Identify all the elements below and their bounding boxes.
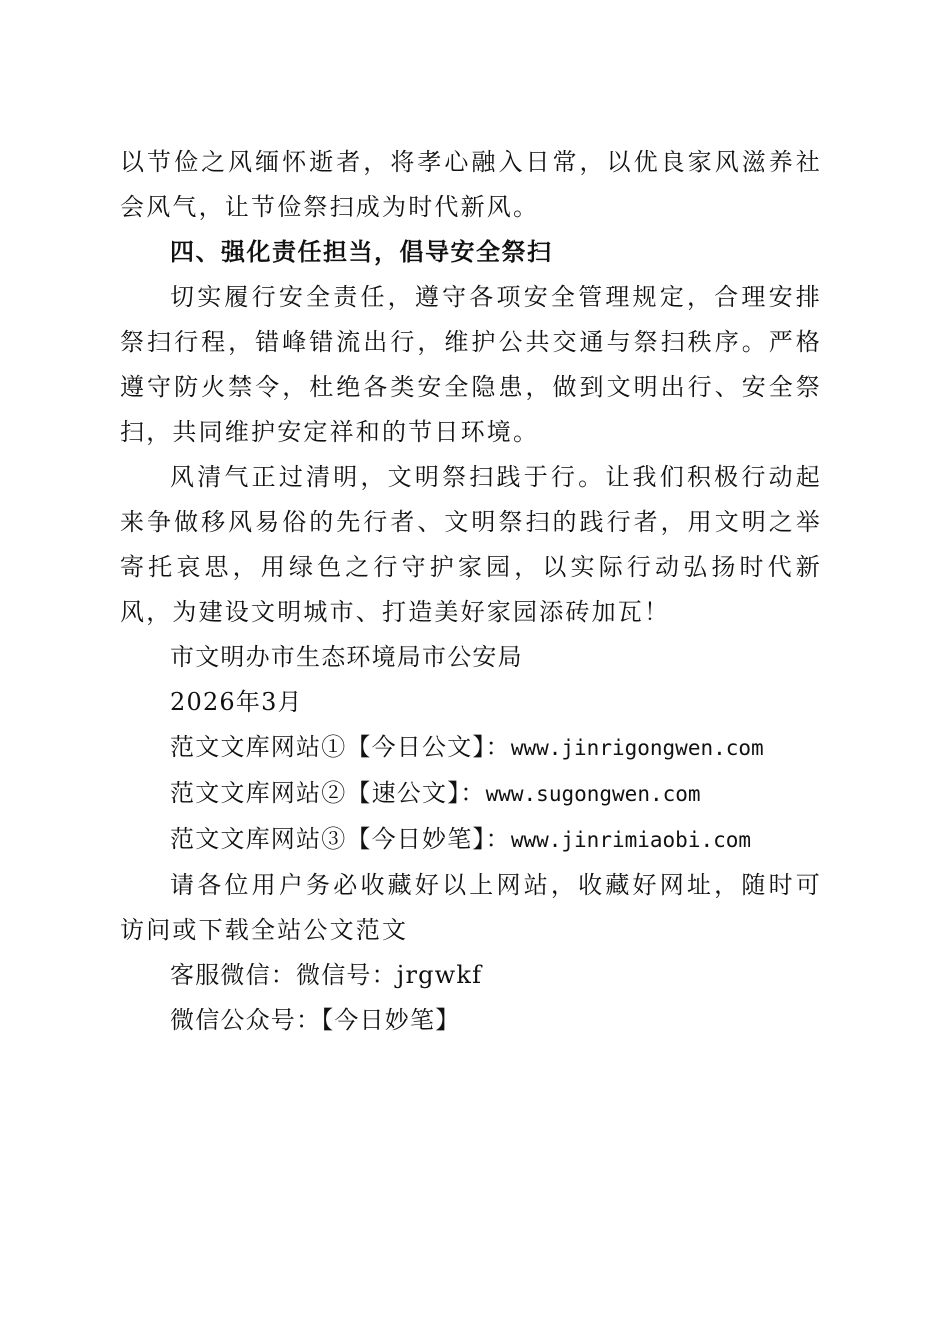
site-link-1[interactable]: [120, 725, 822, 771]
site-link-1-label: 范文文库网站①【今日公文】：: [170, 733, 511, 761]
document-body: [120, 140, 822, 1043]
signature: 市文明办市生态环境局市公安局: [170, 643, 523, 671]
wechat-public-account: 微信公众号：【今日妙笔】: [170, 1006, 461, 1034]
paragraph-closing: 风清气正过清明，文明祭扫践于行。让我们积极行动起来争做移风易俗的先行者、文明祭扫的践行者，用文明之举寄托哀思，用绿色之行守护家园，以实际行动弘扬时代新风，为建设文明城市、打造美好家园添砖加瓦！: [120, 463, 822, 626]
site-link-1-url[interactable]: www.jinrigongwen.com: [510, 736, 764, 760]
site-link-2[interactable]: [120, 771, 822, 817]
wechat-service: 客服微信：微信号：jrgwkf: [170, 961, 483, 989]
bookmark-notice: 请各位用户务必收藏好以上网站，收藏好网址，随时可访问或下载全站公文范文: [120, 871, 822, 944]
date: 2026年3月: [170, 688, 303, 716]
site-link-3[interactable]: [120, 817, 822, 863]
site-link-2-url[interactable]: www.sugongwen.com: [485, 782, 701, 806]
site-link-3-label: 范文文库网站③【今日妙笔】：: [170, 825, 511, 853]
site-link-2-label: 范文文库网站②【速公文】：: [170, 779, 486, 807]
paragraph-safety: 切实履行安全责任，遵守各项安全管理规定，合理安排祭扫行程，错峰错流出行，维护公共交通与祭扫秩序。严格遵守防火禁令，杜绝各类安全隐患，做到文明出行、安全祭扫，共同维护安定祥和的节日环境。: [120, 283, 822, 446]
site-link-3-url[interactable]: www.jinrimiaobi.com: [510, 828, 752, 852]
paragraph-frugal-sweeping: 以节俭之风缅怀逝者，将孝心融入日常，以优良家风滋养社会风气，让节俭祭扫成为时代新风。: [120, 148, 822, 221]
section-heading-safety: 四、强化责任担当，倡导安全祭扫: [170, 238, 553, 266]
